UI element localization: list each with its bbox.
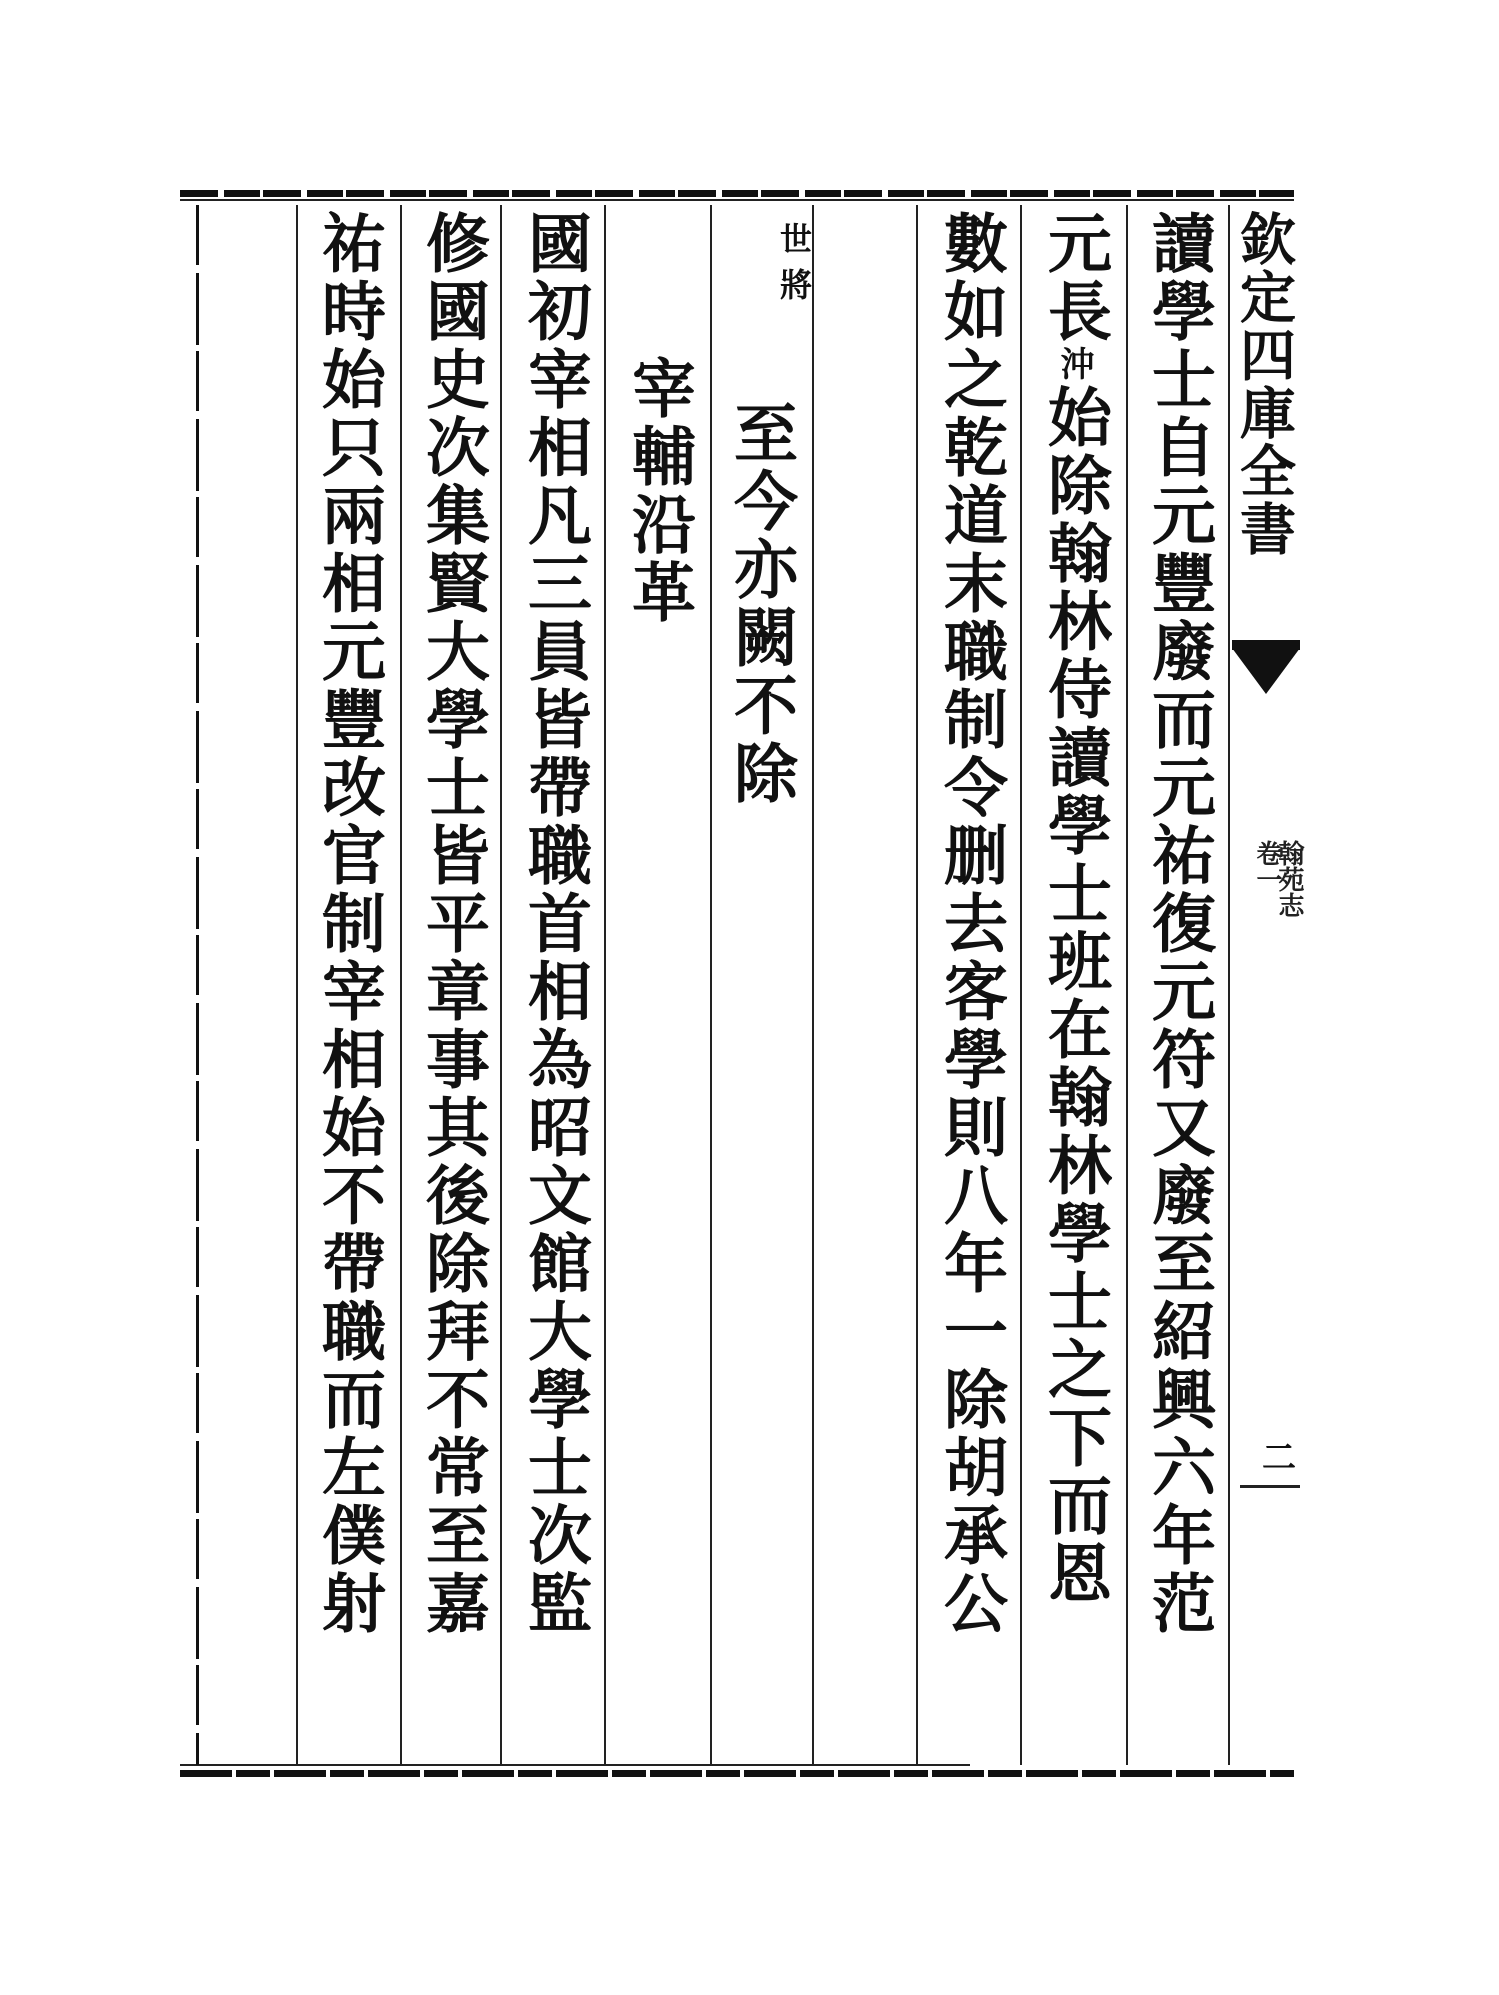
text-column-1: 讀學士自元豐廢而元祐復元符又廢至紹興六年范 [1141,210,1216,1638]
work-name: 翰苑志 [1274,840,1304,918]
text-column-6: 國初宰相凡三員皆帶職首相為昭文館大學士次監 [517,210,592,1638]
text-column-7: 修國史次集賢大學士皆平章事其後除拜不常至嘉 [415,210,490,1638]
column-divider [500,205,502,1765]
column-divider [812,205,814,1765]
volume-label: 卷一 [1252,840,1282,892]
top-border-inner-rule [180,199,1294,201]
text-column-4: 至今亦闕不除 [723,400,798,808]
column-divider [400,205,402,1765]
column-divider [916,205,918,1765]
inline-note: 世將 [775,222,813,314]
inline-note: 沖 [1054,346,1094,384]
top-border-rule [180,190,1294,197]
book-title: 欽定四庫全書 [1231,210,1297,558]
page-number-rule [1240,1485,1300,1488]
page-number: 二 [1262,1438,1296,1478]
text-column-8: 祐時始只兩相元豐改官制宰相始不帶職而左僕射 [311,210,386,1638]
column-divider [296,205,298,1765]
text-column-3: 數如之乾道末職制令删去客學則八年一除胡承公 [933,210,1008,1638]
left-border-rule [196,205,199,1765]
column-divider [1020,205,1022,1765]
column-divider [604,205,606,1765]
bottom-border-rule [180,1770,1294,1777]
bottom-border-inner-rule [180,1764,970,1766]
section-heading: 宰輔沿革 [621,355,696,627]
fishtail-icon [1232,648,1300,694]
column-divider [1126,205,1128,1765]
column-divider [1228,205,1230,1765]
column-divider [710,205,712,1765]
text-column-2: 元長沖始除翰林侍讀學士班在翰林學士之下而恩 [1037,210,1112,1608]
